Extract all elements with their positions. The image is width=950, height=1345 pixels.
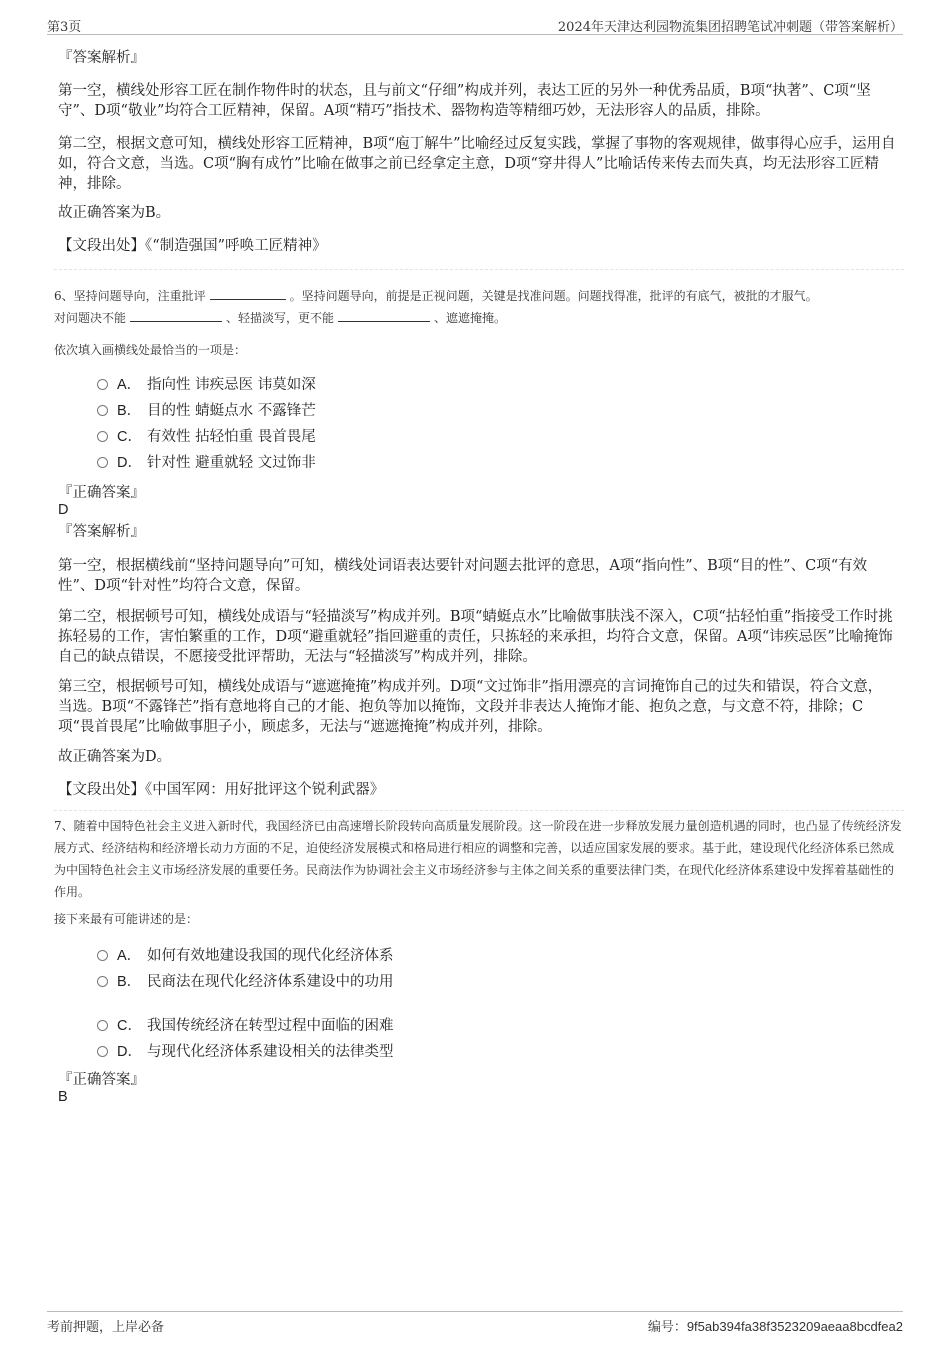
analysis-paragraph: 第一空，横线处形容工匠在制作物件时的状态，且与前文“仔细”构成并列，表达工匠的另外一种优秀品质，B项“执著”、C项“坚守”、D项“敬业”均符合工匠精神，保留。A项“精巧”指技术、器物构造等精细巧妙，无法形容人的品质，排除。	[58, 83, 871, 119]
option-d[interactable]: D． 与现代化经济体系建设相关的法律类型	[97, 1042, 394, 1062]
document-code: 编号：9f5ab394fa38f3523209aeaa8bcdfea2	[647, 1319, 903, 1335]
analysis-label: 『答案解析』	[58, 50, 145, 66]
radio-button[interactable]	[97, 431, 108, 442]
page-number: 第3页	[47, 20, 82, 35]
divider	[54, 810, 904, 811]
option-c[interactable]: C． 我国传统经济在转型过程中面临的困难	[97, 1016, 394, 1036]
source-citation: 【文段出处】《中国军网：用好批评这个锐利武器》	[58, 782, 385, 798]
option-a[interactable]: A． 如何有效地建设我国的现代化经济体系	[97, 946, 394, 966]
page-footer	[47, 1311, 903, 1336]
option-b[interactable]: B． 目的性 蜻蜓点水 不露锋芒	[97, 401, 316, 421]
correct-answer: B	[58, 1089, 68, 1105]
answer-label: 『正确答案』	[58, 1072, 145, 1088]
question-prompt: 依次填入画横线处最恰当的一项是：	[54, 343, 247, 357]
analysis-paragraph: 第三空，根据顿号可知，横线处成语与“遮遮掩掩”构成并列。D项“文过饰非”指用漂亮的言词掩饰自己的过失和错误，符合文意，当选。B项“不露锋芒”指有意地将自己的才能、抱负等加以掩饰，文段并非表达人掩饰才能、抱负之意，与文意不符，排除；C项“畏首畏尾”比喻做事胆子小，顾虑多，无法与“遮遮掩掩”构成并列，排除。	[58, 679, 883, 735]
radio-button[interactable]	[97, 950, 108, 961]
radio-button[interactable]	[97, 379, 108, 390]
option-a[interactable]: A． 指向性 讳疾忌医 讳莫如深	[97, 375, 316, 395]
answer-blank	[130, 309, 222, 322]
page-header	[47, 14, 903, 35]
conclusion: 故正确答案为B。	[58, 205, 171, 221]
divider	[54, 269, 904, 270]
correct-answer: D	[58, 502, 69, 518]
question-stem: 6、坚持问题导向，注重批评 。坚持问题导向，前提是正视问题，关键是找准问题。问题找得准，批评的有底气，被批的才服气。 对问题决不能 、轻描淡写，更不能 、遮遮掩掩。	[54, 289, 818, 325]
document-title: 2024年天津达利园物流集团招聘笔试冲刺题（带答案解析）	[557, 20, 903, 35]
option-d[interactable]: D． 针对性 避重就轻 文过饰非	[97, 453, 316, 473]
radio-button[interactable]	[97, 976, 108, 987]
analysis-paragraph: 第一空，根据横线前“坚持问题导向”可知，横线处词语表达要针对问题去批评的意思，A项“指向性”、B项“目的性”、C项“有效性”、D项“针对性”均符合文意，保留。	[58, 558, 868, 594]
conclusion: 故正确答案为D。	[58, 749, 172, 765]
radio-button[interactable]	[97, 405, 108, 416]
question-prompt: 接下来最有可能讲述的是：	[54, 912, 199, 926]
radio-button[interactable]	[97, 457, 108, 468]
answer-label: 『正确答案』	[58, 485, 145, 501]
analysis-paragraph: 第二空，根据文意可知，横线处形容工匠精神，B项“庖丁解牛”比喻经过反复实践，掌握了事物的客观规律，做事得心应手，运用自如，符合文意，当选。C项“胸有成竹”比喻在做事之前已经拿定主意，D项“穿井得人”比喻话传来传去而失真，均无法形容工匠精神，排除。	[58, 136, 896, 192]
radio-button[interactable]	[97, 1020, 108, 1031]
question-stem: 7、随着中国特色社会主义进入新时代，我国经济已由高速增长阶段转向高质量发展阶段。这一阶段在进一步释放发展力量创造机遇的同时，也凸显了传统经济发展方式、经济结构和经济增长动力方面的不足，迫使经济发展模式和格局进行相应的调整和完善，以适应国家发展的要求。基于此，建设现代化经济体系已然成为中国特色社会主义市场经济发展的重要任务。民商法作为协调社会主义市场经济参与主体之间关系的重要法律门类，在现代化经济体系建设中发挥着基础性的作用。	[54, 819, 902, 899]
source-citation: 【文段出处】《“制造强国”呼唤工匠精神》	[58, 238, 327, 254]
option-b[interactable]: B． 民商法在现代化经济体系建设中的功用	[97, 972, 394, 992]
option-c[interactable]: C． 有效性 拈轻怕重 畏首畏尾	[97, 427, 316, 447]
answer-blank	[210, 287, 286, 300]
footer-slogan: 考前押题，上岸必备	[47, 1320, 165, 1335]
analysis-paragraph: 第二空，根据顿号可知，横线处成语与“轻描淡写”构成并列。B项“蜻蜓点水”比喻做事肤浅不深入，C项“拈轻怕重”指接受工作时挑拣轻易的工作，害怕繁重的工作，D项“避重就轻”指回避重的责任，只拣轻的来承担，均符合文意，保留。A项“讳疾忌医”比喻掩饰自己的缺点错误，不愿接受批评帮助，无法与“轻描淡写”构成并列，排除。	[58, 609, 893, 665]
analysis-label: 『答案解析』	[58, 524, 145, 540]
radio-button[interactable]	[97, 1046, 108, 1057]
answer-blank	[338, 309, 430, 322]
